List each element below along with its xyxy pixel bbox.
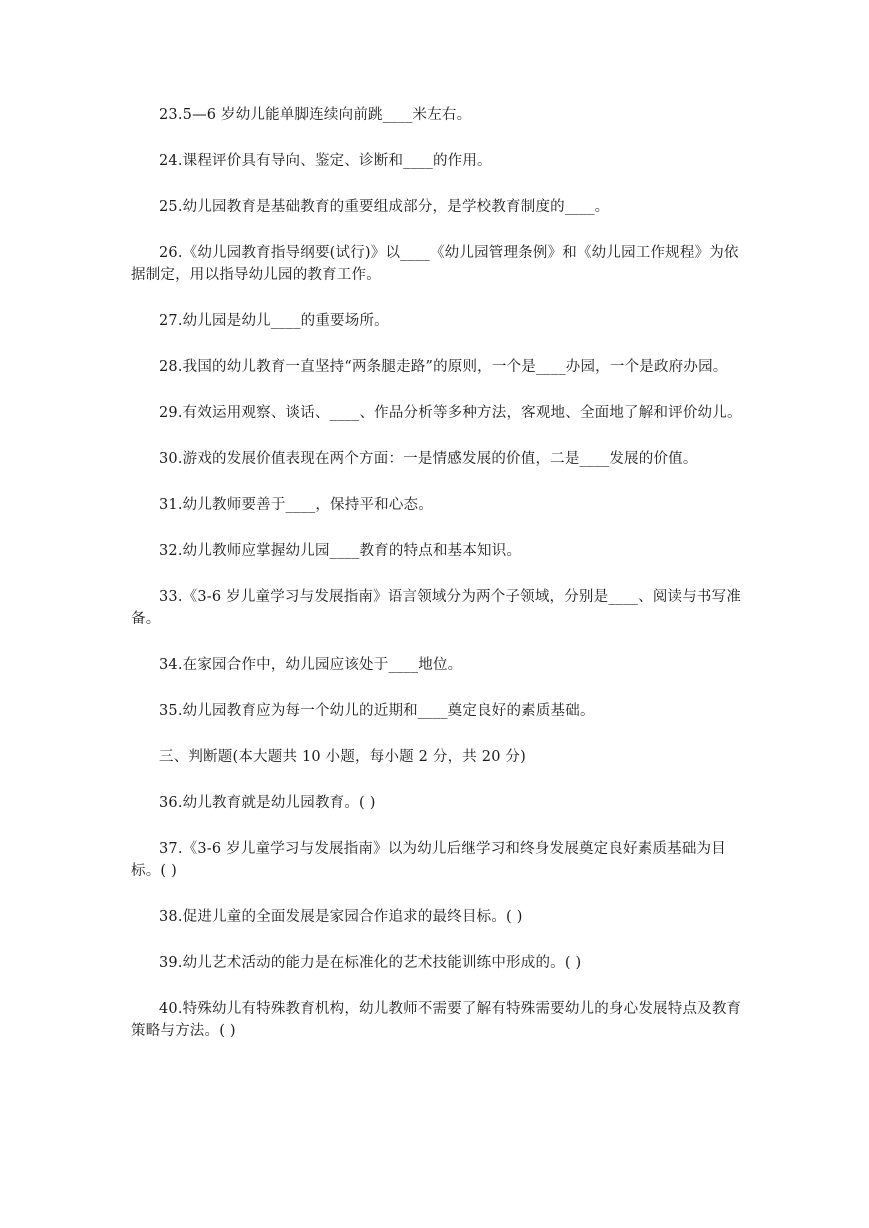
- section-heading-judgement: 三、判断题(本大题共 10 小题，每小题 2 分，共 20 分): [159, 749, 526, 765]
- question-31: 31.幼儿教师要善于____，保持平和心态。: [159, 497, 433, 513]
- question-38: 38.促进儿童的全面发展是家园合作追求的最终目标。( ): [159, 909, 523, 925]
- question-34: 34.在家园合作中，幼儿园应该处于____地位。: [159, 657, 463, 673]
- question-33: 33.《3-6 岁儿童学习与发展指南》语言领域分为两个子领域，分别是____、阅读与书写准备。: [131, 589, 742, 627]
- question-23: 23.5—6 岁幼儿能单脚连续向前跳____米左右。: [159, 107, 472, 123]
- question-39: 39.幼儿艺术活动的能力是在标准化的艺术技能训练中形成的。( ): [159, 955, 582, 971]
- question-32: 32.幼儿教师应掌握幼儿园____教育的特点和基本知识。: [159, 543, 522, 559]
- question-35: 35.幼儿园教育应为每一个幼儿的近期和____奠定良好的素质基础。: [159, 703, 595, 719]
- question-36: 36.幼儿教育就是幼儿园教育。( ): [159, 795, 376, 811]
- question-30: 30.游戏的发展价值表现在两个方面：一是情感发展的价值，二是____发展的价值。: [159, 451, 698, 467]
- question-29: 29.有效运用观察、谈话、____、作品分析等多种方法，客观地、全面地了解和评价幼儿。: [159, 405, 742, 421]
- question-27: 27.幼儿园是幼儿____的重要场所。: [159, 313, 389, 329]
- question-40: 40.特殊幼儿有特殊教育机构，幼儿教师不需要了解有特殊需要幼儿的身心发展特点及教育策略与方法。( ): [131, 1001, 742, 1039]
- question-24: 24.课程评价具有导向、鉴定、诊断和____的作用。: [159, 153, 492, 169]
- document-page: [131, 104, 743, 1066]
- question-28: 28.我国的幼儿教育一直坚持“两条腿走路”的原则，一个是____办园，一个是政府办园。: [159, 359, 728, 375]
- question-37: 37.《3-6 岁儿童学习与发展指南》以为幼儿后继学习和终身发展奠定良好素质基础为目标。( ): [131, 841, 726, 879]
- question-25: 25.幼儿园教育是基础教育的重要组成部分，是学校教育制度的____。: [159, 199, 610, 215]
- question-26: 26.《幼儿园教育指导纲要(试行)》以____《幼儿园管理条例》和《幼儿园工作规程》为依据制定，用以指导幼儿园的教育工作。: [131, 245, 739, 283]
